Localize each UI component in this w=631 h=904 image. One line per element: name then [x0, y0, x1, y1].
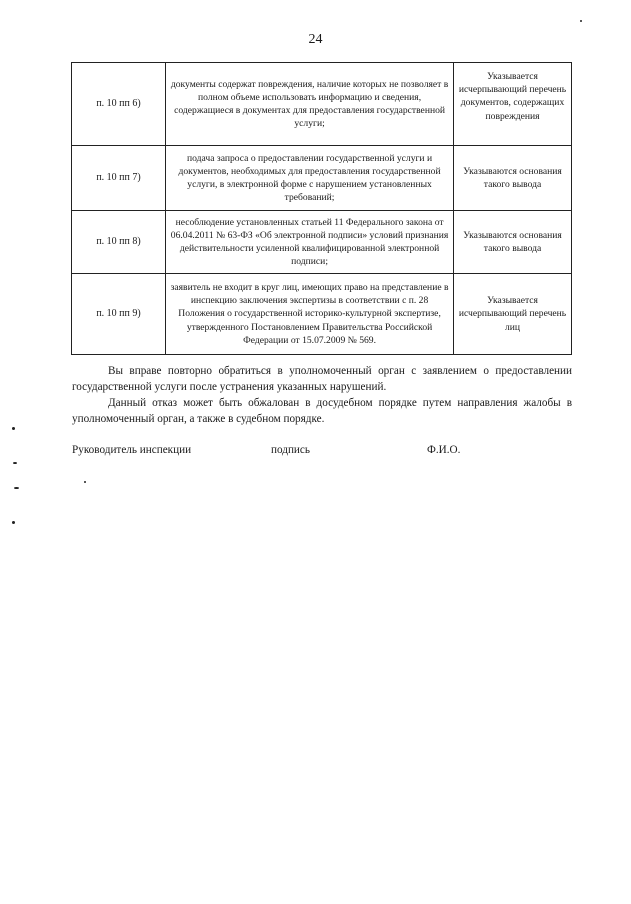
signatory-role: Руководитель инспекции	[72, 444, 192, 456]
clause-cell: п. 10 пп 8)	[72, 211, 166, 274]
scan-speck	[580, 20, 582, 22]
table-row	[72, 211, 572, 274]
description-cell: заявитель не входит в круг лиц, имеющих право на представление в инспекцию заключения экспертизы в соответствии с п. 28 Положения о государственной историко-культурной экспертизе, утвержденного Постановлением Правительства Российской Федерации от 15.07.2009 № 569.	[166, 274, 454, 355]
description-cell: документы содержат повреждения, наличие которых не позволяет в полном объеме использовать информацию и сведения, содержащиеся в документах для предоставления государственной услуги;	[166, 63, 454, 146]
note-cell	[454, 63, 572, 146]
signatory-name-label: Ф.И.О.	[427, 444, 461, 456]
note-text: Указывается исчерпывающий перечень документов, содержащих повреждения	[458, 71, 567, 122]
scan-speck	[13, 462, 17, 464]
description-cell: несоблюдение установленных статьей 11 Федерального закона от 06.04.2011 № 63-ФЗ «Об электронной подписи» условий признания действительности усиленной квалифицированной электронной подписи;	[166, 211, 454, 274]
scan-speck	[12, 427, 15, 430]
note-cell: Указываются основания такого вывода	[454, 211, 572, 274]
clause-cell: п. 10 пп 6)	[72, 63, 166, 146]
note-cell: Указываются основания такого вывода	[454, 146, 572, 211]
scan-speck	[14, 487, 19, 489]
scan-speck	[84, 481, 86, 483]
table-row	[72, 274, 572, 355]
description-cell: подача запроса о предоставлении государственной услуги и документов, необходимых для предоставления государственной услуги, в электронной форме с нарушением установленных требований;	[166, 146, 454, 211]
appeal-paragraph: Данный отказ может быть обжалован в досудебном порядке путем направления жалобы в уполномоченный орган, а также в судебном порядке.	[72, 397, 572, 425]
page-number: 24	[308, 32, 323, 47]
table-row	[72, 63, 572, 146]
note-cell: Указывается исчерпывающий перечень лиц	[454, 274, 572, 355]
signature-label: подпись	[271, 444, 310, 456]
clause-cell: п. 10 пп 7)	[72, 146, 166, 211]
resubmission-paragraph: Вы вправе повторно обратиться в уполномоченный орган с заявлением о предоставлении государственной услуги после устранения указанных нарушений.	[72, 365, 572, 393]
table-row	[72, 146, 572, 211]
note-text-clip	[457, 68, 568, 140]
clause-cell: п. 10 пп 9)	[72, 274, 166, 355]
scan-speck	[12, 521, 15, 524]
grounds-table	[71, 62, 572, 355]
